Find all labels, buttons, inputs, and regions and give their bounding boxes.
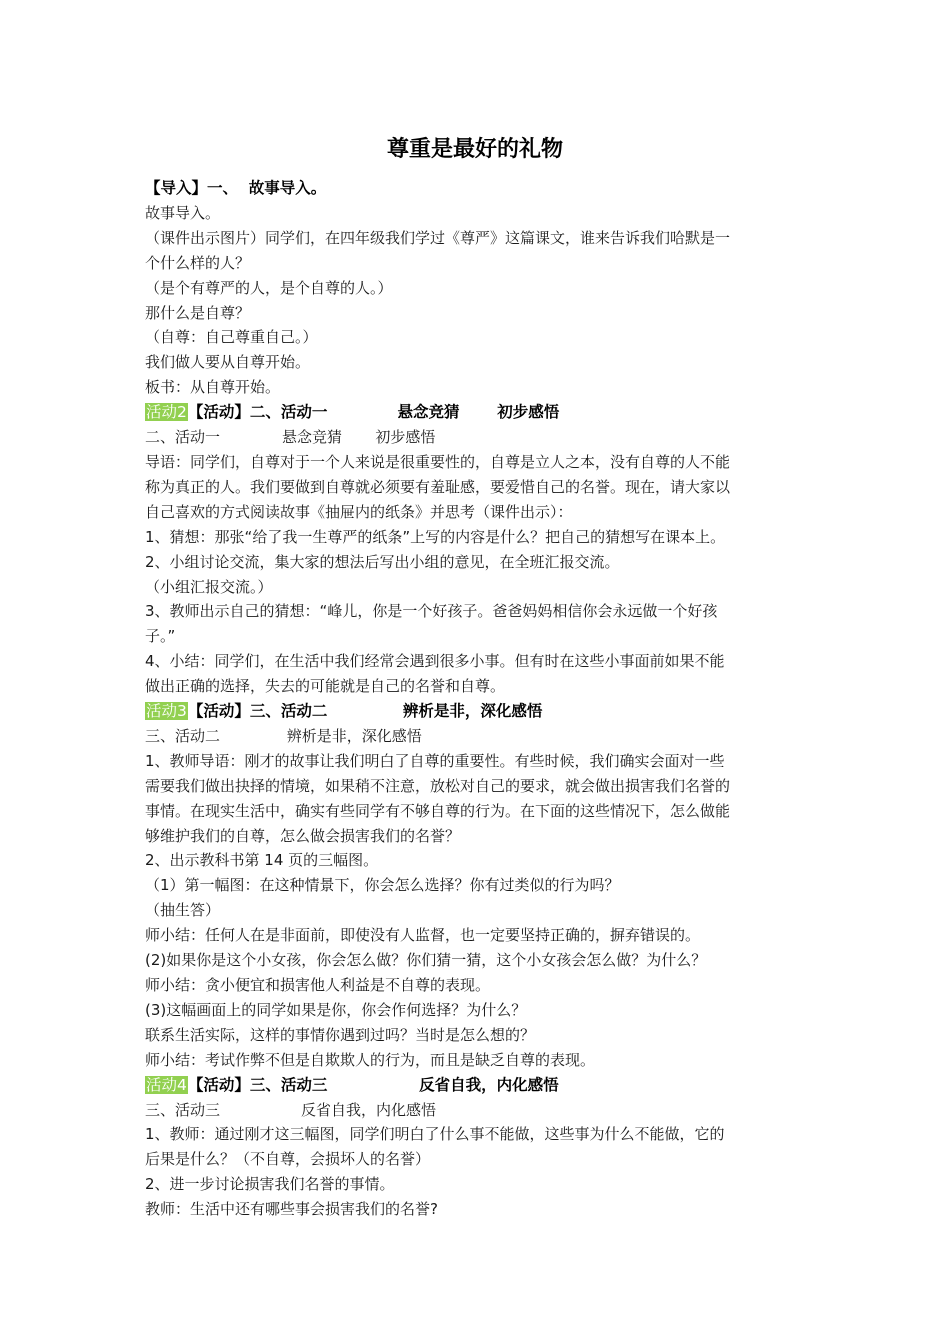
paragraph-line: [145, 599, 807, 624]
line-text: 【活动】三、活动三 反省自我，内化感悟: [187, 1075, 559, 1094]
paragraph-line: [145, 873, 807, 898]
line-text: 联系生活实际，这样的事情你遇到过吗？当时是怎么想的？: [145, 1025, 536, 1044]
paragraph-line: [145, 1147, 807, 1172]
line-text: 子。”: [145, 627, 176, 646]
line-text: 4、小结：同学们，在生活中我们经常会遇到很多小事。但有时在这些小事面前如果不能: [145, 652, 725, 671]
paragraph-line: [145, 973, 807, 998]
paragraph-line: [145, 201, 807, 226]
paragraph-line: [145, 550, 807, 575]
paragraph-line: [145, 475, 807, 500]
line-text: 称为真正的人。我们要做到自尊就必须要有羞耻感，要爱惜自己的名誉。现在，请大家以: [145, 477, 731, 496]
paragraph-line: [145, 226, 807, 251]
line-text: （课件出示图片）同学们，在四年级我们学过《尊严》这篇课文，谁来告诉我们哈默是一: [145, 228, 731, 247]
line-text: （自尊：自己尊重自己。）: [145, 328, 318, 347]
paragraph-line: [145, 375, 807, 400]
paragraph-line: [145, 450, 807, 475]
paragraph-line: [145, 998, 807, 1023]
paragraph-line: [145, 525, 807, 550]
document-body: [145, 176, 807, 1222]
line-text: 【活动】二、活动一 悬念竞猜 初步感悟: [187, 403, 560, 422]
paragraph-line: [145, 923, 807, 948]
line-text: 后果是什么？（不自尊，会损坏人的名誉）: [145, 1150, 431, 1169]
line-text: 三、活动三 反省自我，内化感悟: [145, 1100, 437, 1119]
line-text: 师小结：贪小便宜和损害他人利益是不自尊的表现。: [145, 976, 491, 994]
section-heading: [145, 1073, 807, 1098]
paragraph-line: [145, 1122, 807, 1147]
paragraph-line: [145, 848, 807, 873]
line-text: 1、教师导语：刚才的故事让我们明白了自尊的重要性。有些时候，我们确实会面对一些: [145, 751, 725, 770]
line-text: 三、活动二 辨析是非，深化感悟: [145, 726, 422, 745]
section-heading: [145, 699, 807, 724]
activity-tag: 活动4: [146, 1075, 187, 1094]
paragraph-line: [145, 325, 807, 350]
paragraph-line: [145, 500, 807, 525]
activity-tag: 活动3: [146, 702, 187, 721]
paragraph-line: [145, 1023, 807, 1048]
line-text: (2)如果你是这个小女孩，你会怎么做？你们猜一猜，这个小女孩会怎么做？为什么？: [145, 951, 707, 970]
paragraph-line: [145, 276, 807, 301]
paragraph-line: [145, 649, 807, 674]
paragraph-line: [145, 1048, 807, 1073]
line-text: 教师：生活中还有哪些事会损害我们的名誉?: [145, 1200, 438, 1219]
paragraph-line: [145, 425, 807, 450]
line-text: 2、小组讨论交流，集大家的想法后写出小组的意见，在全班汇报交流。: [145, 552, 620, 571]
section-heading: [145, 176, 807, 201]
line-text: 1、猜想：那张“给了我一生尊严的纸条”上写的内容是什么？把自己的猜想写在课本上。: [145, 527, 726, 546]
activity-tag: 活动2: [146, 403, 187, 422]
line-text: 1、教师：通过刚才这三幅图，同学们明白了什么事不能做，这些事为什么不能做，它的: [145, 1125, 725, 1144]
paragraph-line: [145, 674, 807, 699]
line-text: 需要我们做出抉择的情境，如果稍不注意，放松对自己的要求，就会做出损害我们名誉的: [145, 776, 731, 795]
paragraph-line: [145, 1197, 807, 1222]
line-text: 故事导入。: [145, 203, 221, 222]
paragraph-line: [145, 575, 807, 600]
paragraph-line: [145, 948, 807, 973]
section-heading: [145, 400, 807, 425]
line-text: 个什么样的人？: [145, 253, 251, 272]
line-text: 师小结：考试作弊不但是自欺欺人的行为，而且是缺乏自尊的表现。: [145, 1050, 596, 1069]
paragraph-line: [145, 624, 807, 649]
paragraph-line: [145, 350, 807, 375]
line-text: (3)这幅画面上的同学如果是你，你会作何选择？为什么？: [145, 1000, 527, 1019]
paragraph-line: [145, 251, 807, 276]
paragraph-line: [145, 724, 807, 749]
line-text: 做出正确的选择，失去的可能就是自己的名誉和自尊。: [145, 677, 506, 696]
line-text: 那什么是自尊？: [145, 303, 251, 322]
line-text: （抽生答）: [145, 901, 221, 920]
line-text: 导语：同学们，自尊对于一个人来说是很重要性的，自尊是立人之本，没有自尊的人不能: [145, 452, 731, 471]
paragraph-line: [145, 301, 807, 326]
line-text: 板书：从自尊开始。: [145, 378, 281, 397]
line-text: 3、教师出示自己的猜想：“峰儿，你是一个好孩子。爸爸妈妈相信你会永远做一个好孩: [145, 602, 718, 621]
line-text: 事情。在现实生活中，确实有些同学有不够自尊的行为。在下面的这些情况下，怎么做能: [145, 801, 731, 820]
line-text: 二、活动一 悬念竞猜 初步感悟: [145, 428, 436, 447]
paragraph-line: [145, 898, 807, 923]
line-text: 自己喜欢的方式阅读故事《抽屉内的纸条》并思考（课件出示）：: [145, 502, 573, 521]
paragraph-line: [145, 774, 807, 799]
document-title: 尊重是最好的礼物: [386, 137, 563, 162]
line-text: 【活动】三、活动二 辨析是非，深化感悟: [187, 702, 543, 721]
line-text: 够维护我们的自尊，怎么做会损害我们的名誉？: [145, 826, 461, 845]
paragraph-line: [145, 749, 807, 774]
line-text: （是个有尊严的人，是个自尊的人。）: [145, 278, 393, 297]
paragraph-line: [145, 1172, 807, 1197]
line-text: （1）第一幅图：在这种情景下，你会怎么选择？你有过类似的行为吗？: [145, 876, 620, 895]
line-text: 师小结：任何人在是非面前，即使没有人监督，也一定要坚持正确的，摒弃错误的。: [145, 926, 701, 945]
line-text: 我们做人要从自尊开始。: [145, 353, 311, 372]
line-text: 【导入】一、 故事导入。: [145, 179, 327, 197]
line-text: （小组汇报交流。）: [145, 577, 273, 596]
paragraph-line: [145, 1098, 807, 1123]
line-text: 2、进一步讨论损害我们名誉的事情。: [145, 1175, 395, 1194]
paragraph-line: [145, 799, 807, 824]
line-text: 2、出示教科书第 14 页的三幅图。: [145, 851, 379, 870]
paragraph-line: [145, 824, 807, 849]
